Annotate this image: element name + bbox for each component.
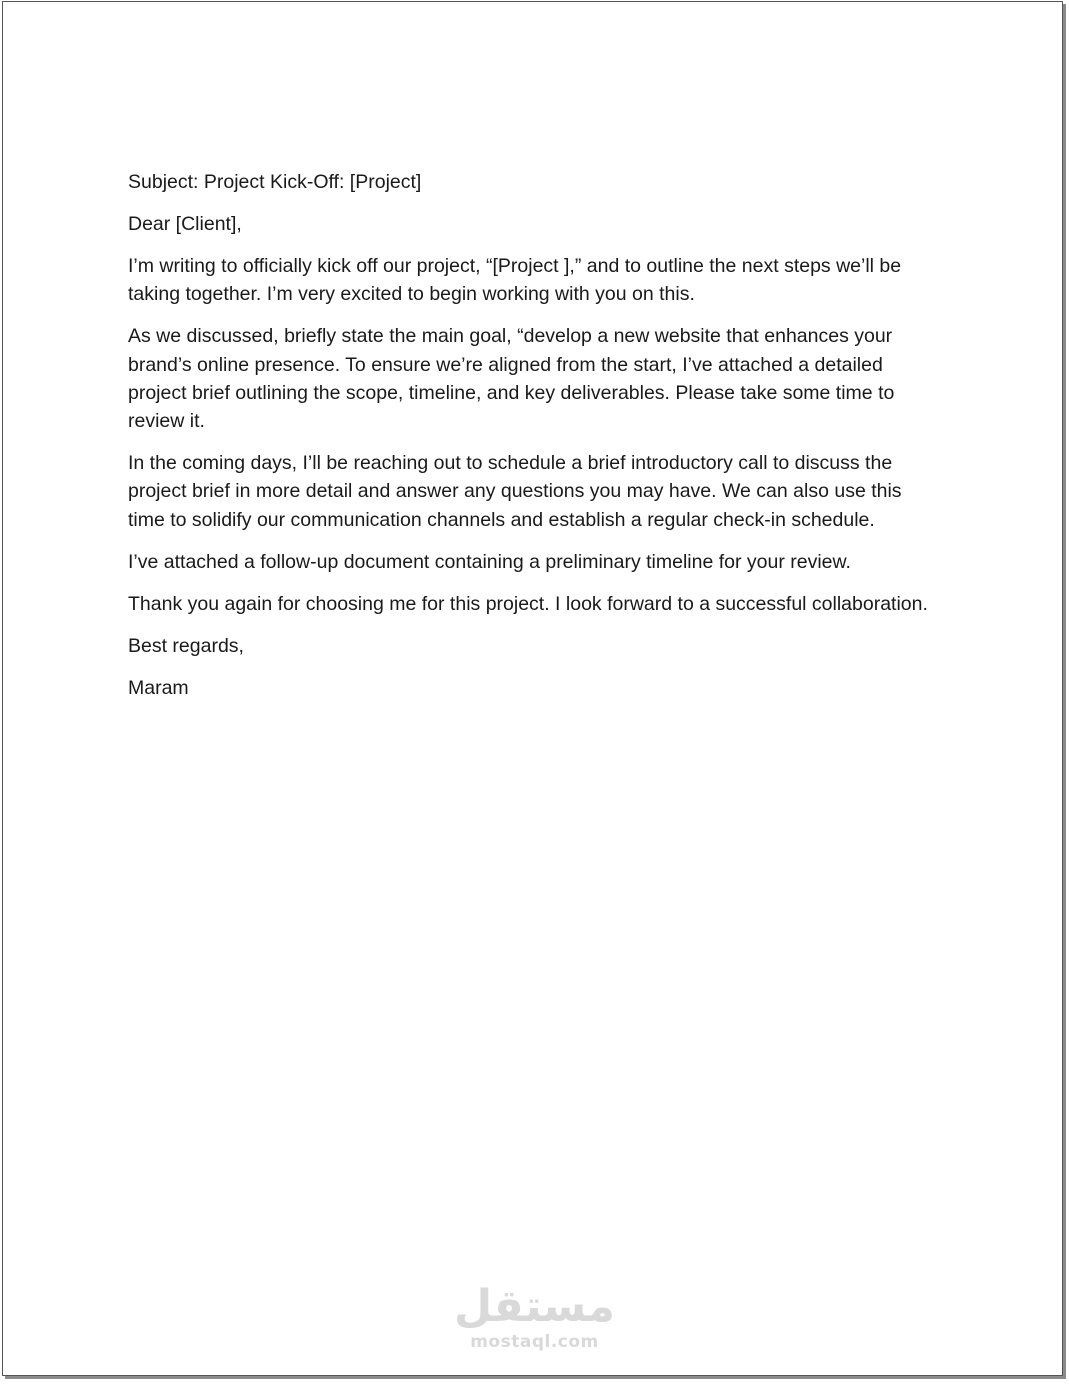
body-paragraph: In the coming days, I’ll be reaching out to schedule a brief introductory call to discuss the project brief in more detail and answer any questions you may have. We can also use this time to solidify our communication channels and establish a regular check-in schedule. (128, 452, 902, 531)
letter-body (128, 168, 928, 716)
watermark-logo: مستقل (454, 1281, 615, 1332)
watermark-domain: mostaql.com (470, 1332, 599, 1352)
subject-line: Subject: Project Kick-Off: [Project] (128, 171, 422, 193)
body-paragraph: As we discussed, briefly state the main goal, “develop a new website that enhances your brand’s online presence. To ensure we’re aligned from the start, I’ve attached a detailed project brief outlining the scope, timeline, and key deliverables. Please take some time to review it. (128, 325, 895, 433)
watermark (0, 1283, 1069, 1353)
closing-line: Best regards, (128, 634, 244, 657)
body-paragraph: I’m writing to officially kick off our project, “[Project ],” and to outline the next steps we’ll be taking together. I’m very excited to begin working with you on this. (128, 254, 902, 306)
signature: Maram (128, 676, 189, 699)
body-paragraph: I’ve attached a follow-up document containing a preliminary timeline for your review. (128, 550, 851, 573)
body-paragraph: Thank you again for choosing me for this project. I look forward to a successful collaboration. (128, 592, 928, 615)
salutation: Dear [Client], (128, 212, 242, 235)
document-page (2, 1, 1063, 1376)
